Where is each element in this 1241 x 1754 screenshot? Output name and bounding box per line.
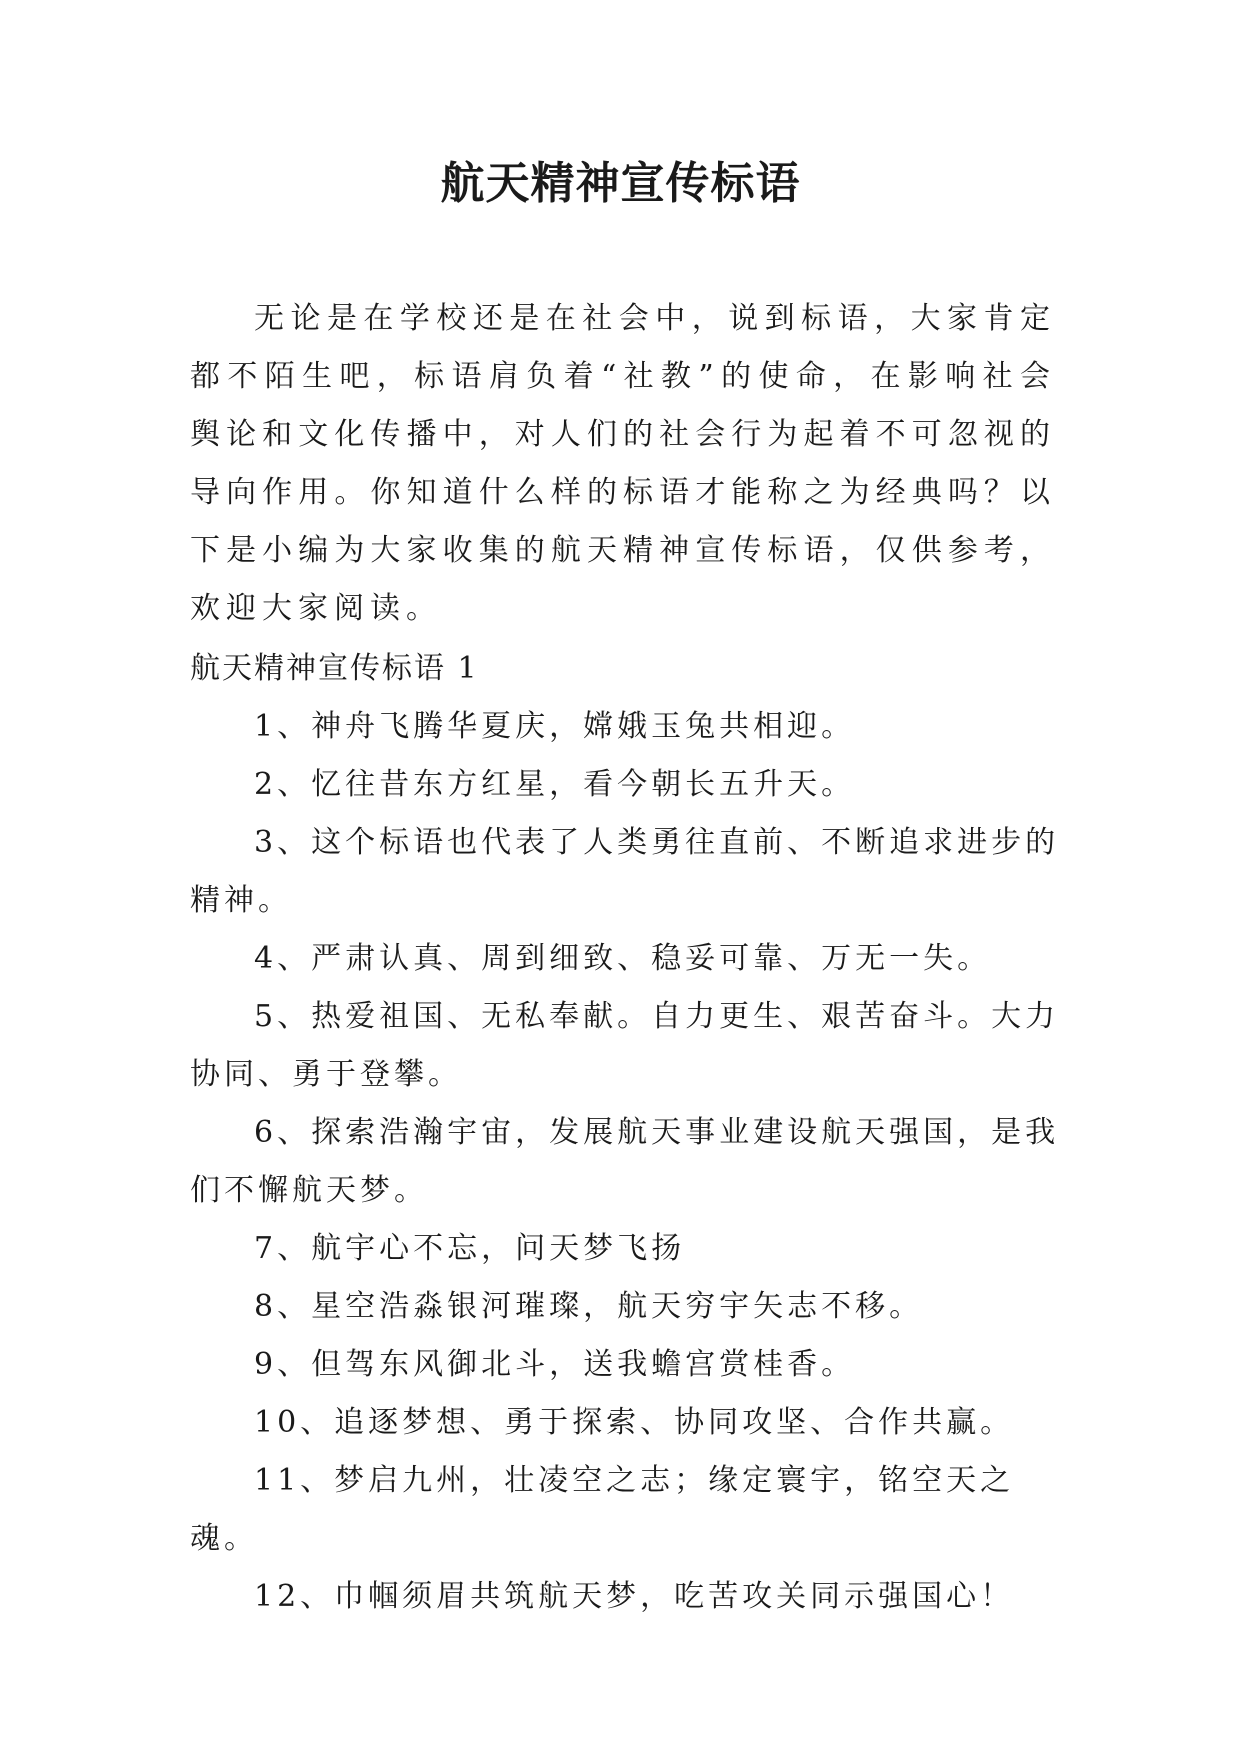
- slogan-item: 9、但驾东风御北斗，送我蟾宫赏桂香。: [254, 1347, 856, 1382]
- slogan-item: 3、这个标语也代表了人类勇往直前、不断追求进步的精神。: [190, 825, 1060, 918]
- slogan-item: 11、梦启九州，壮凌空之志；缘定寰宇，铭空天之魂。: [190, 1463, 1015, 1556]
- slogan-item: 12、巾帼须眉共筑航天梦，吃苦攻关同示强国心！: [254, 1579, 1015, 1614]
- slogan-list: [190, 698, 1060, 1626]
- slogan-item: 2、忆往昔东方红星，看今朝长五升天。: [254, 767, 856, 802]
- slogan-item: 7、航宇心不忘，问天梦飞扬: [254, 1231, 686, 1266]
- slogan-item: 5、热爱祖国、无私奉献。自力更生、艰苦奋斗。大力协同、勇于登攀。: [190, 999, 1060, 1092]
- slogan-item: 8、星空浩淼银河璀璨，航天穷宇矢志不移。: [254, 1289, 924, 1324]
- slogan-item: 6、探索浩瀚宇宙，发展航天事业建设航天强国，是我们不懈航天梦。: [190, 1115, 1060, 1208]
- slogan-item: 1、神舟飞腾华夏庆，嫦娥玉兔共相迎。: [254, 709, 856, 744]
- document-title: 航天精神宣传标语: [440, 158, 801, 209]
- section-heading: 航天精神宣传标语 1: [190, 651, 479, 686]
- intro-paragraph: 无论是在学校还是在社会中，说到标语，大家肯定都不陌生吧，标语肩负着“社教”的使命，在影响社会舆论和文化传播中，对人们的社会行为起着不可忽视的导向作用。你知道什么样的标语才能称之为经典吗？以下是小编为大家收集的航天精神宣传标语，仅供参考，欢迎大家阅读。: [190, 301, 1056, 626]
- slogan-item: 10、追逐梦想、勇于探索、协同攻坚、合作共赢。: [254, 1405, 1015, 1440]
- slogan-item: 4、严肃认真、周到细致、稳妥可靠、万无一失。: [254, 941, 992, 976]
